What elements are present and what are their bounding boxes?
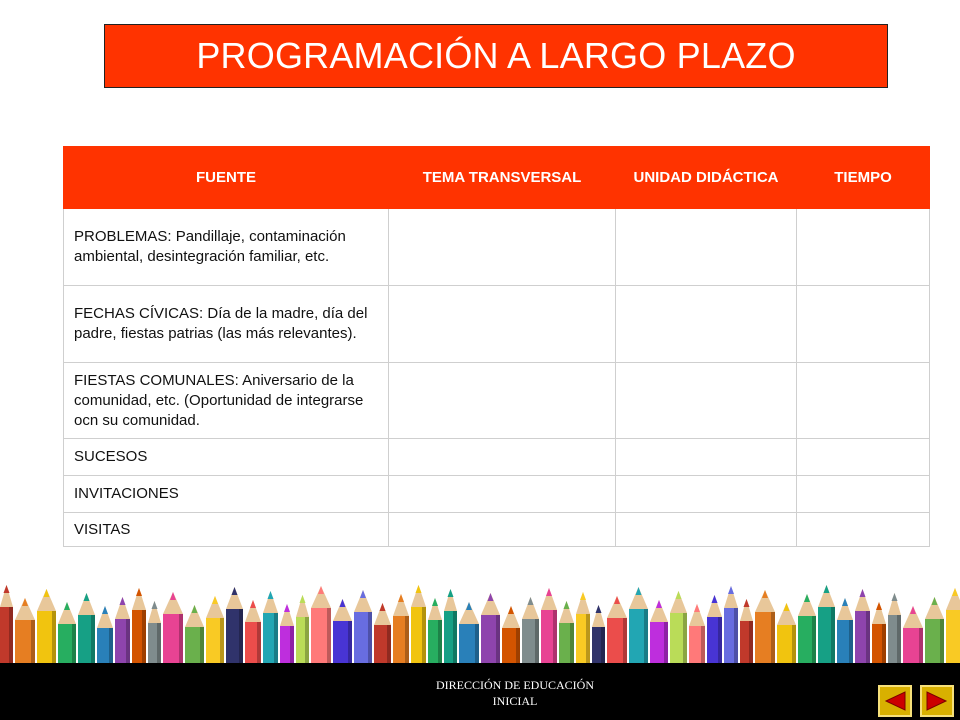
cell-unidad <box>616 476 797 513</box>
table-row <box>64 513 930 547</box>
cell-tiempo <box>797 286 930 363</box>
header-fuente: FUENTE <box>64 147 389 209</box>
cell-tiempo <box>797 363 930 439</box>
triangle-right-icon <box>925 690 949 712</box>
cell-unidad <box>616 513 797 547</box>
next-slide-button[interactable] <box>920 685 954 717</box>
table-header-row <box>64 147 930 209</box>
cell-unidad <box>616 363 797 439</box>
cell-tema <box>389 286 616 363</box>
cell-fuente: SUCESOS <box>64 439 389 476</box>
page-title: PROGRAMACIÓN A LARGO PLAZO <box>196 35 796 76</box>
header-unidad-didactica: UNIDAD DIDÁCTICA <box>616 147 797 209</box>
header-tema-transversal: TEMA TRANSVERSAL <box>389 147 616 209</box>
cell-fuente: VISITAS <box>64 513 389 547</box>
table-row <box>64 209 930 286</box>
cell-fuente: FECHAS CÍVICAS: Día de la madre, día del padre, fiestas patrias (las más relevantes). <box>64 286 389 363</box>
triangle-left-icon <box>883 690 907 712</box>
title-banner <box>104 24 888 88</box>
footer-text <box>380 677 650 709</box>
cell-fuente: INVITACIONES <box>64 476 389 513</box>
cell-tema <box>389 363 616 439</box>
footer-line-1: DIRECCIÓN DE EDUCACIÓN <box>436 678 594 692</box>
colored-pencils-image <box>0 575 960 665</box>
cell-tema <box>389 513 616 547</box>
cell-unidad <box>616 209 797 286</box>
cell-tiempo <box>797 513 930 547</box>
cell-unidad <box>616 286 797 363</box>
cell-unidad <box>616 439 797 476</box>
cell-fuente: PROBLEMAS: Pandillaje, contaminación ambiental, desintegración familiar, etc. <box>64 209 389 286</box>
cell-tiempo <box>797 476 930 513</box>
cell-tema <box>389 209 616 286</box>
footer-line-2: INICIAL <box>492 694 538 708</box>
programming-table <box>63 146 930 547</box>
table-row <box>64 439 930 476</box>
table-row <box>64 363 930 439</box>
cell-tema <box>389 476 616 513</box>
cell-tiempo <box>797 439 930 476</box>
header-tiempo: TIEMPO <box>797 147 930 209</box>
table-row <box>64 286 930 363</box>
previous-slide-button[interactable] <box>878 685 912 717</box>
table-row <box>64 476 930 513</box>
cell-tiempo <box>797 209 930 286</box>
cell-tema <box>389 439 616 476</box>
cell-fuente: FIESTAS COMUNALES: Aniversario de la comunidad, etc. (Oportunidad de integrarse ocn su comunidad. <box>64 363 389 439</box>
